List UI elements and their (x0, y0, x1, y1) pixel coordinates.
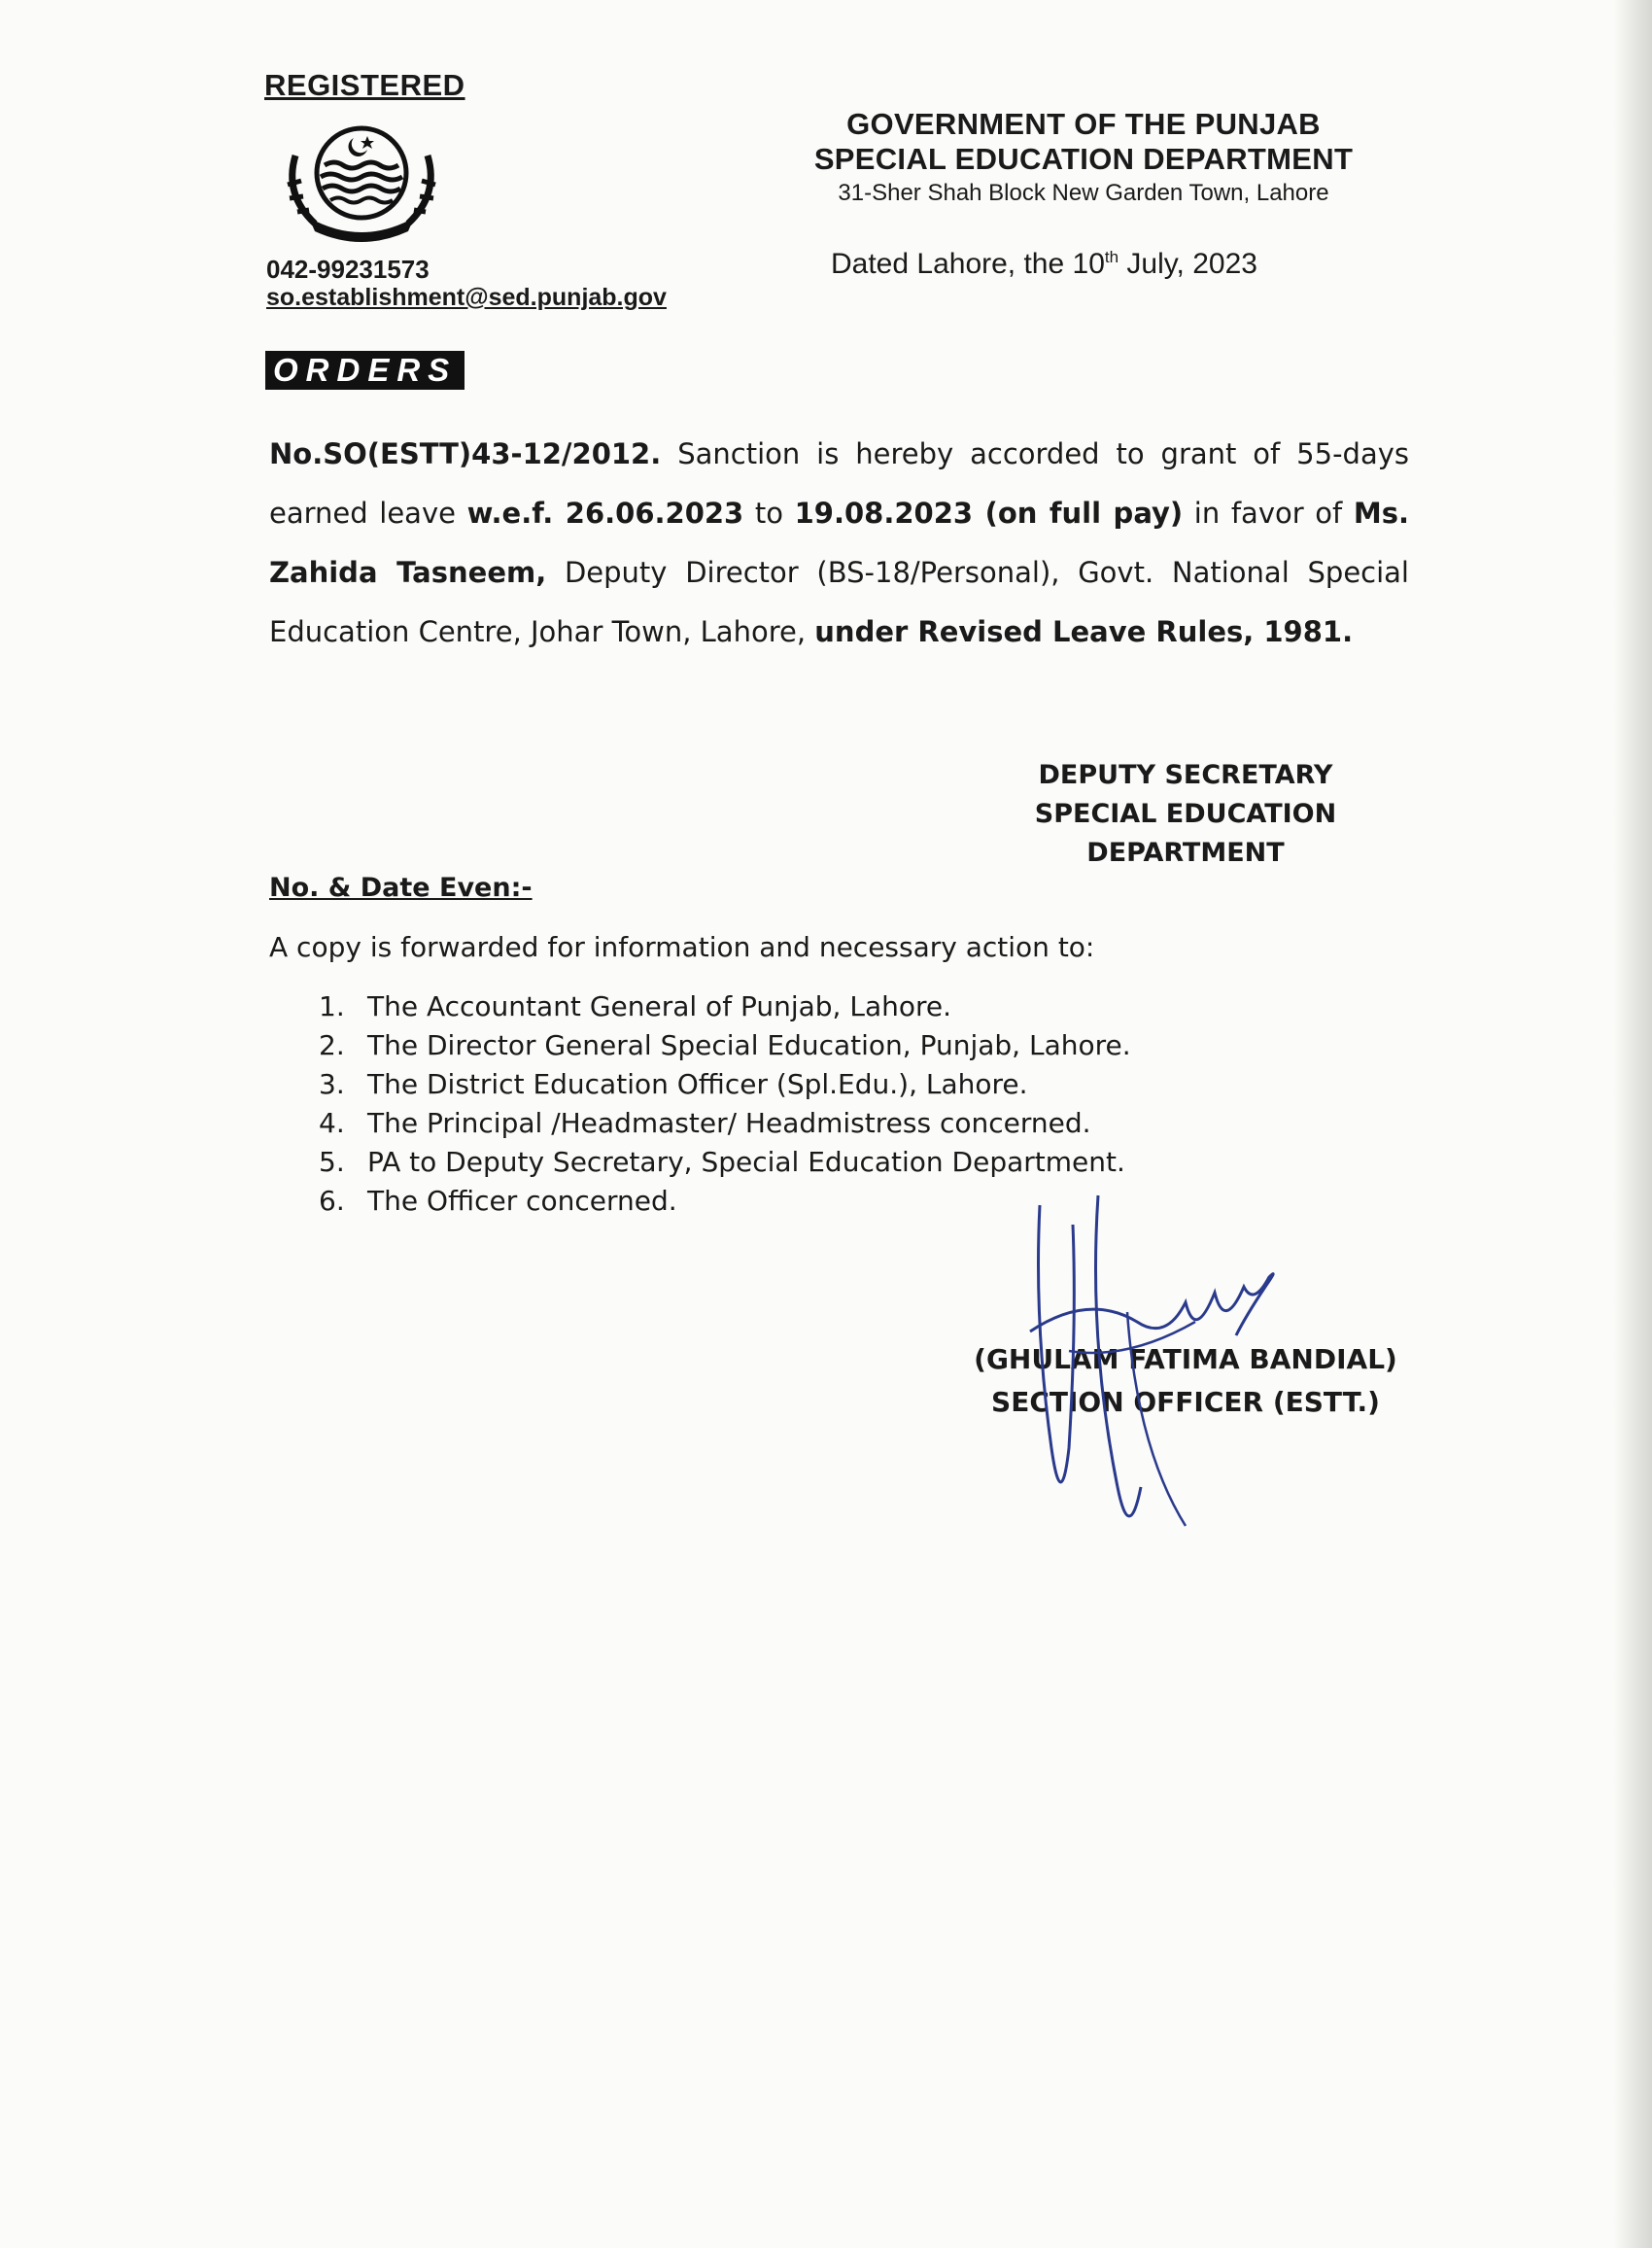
order-text-1: Sanction is hereby accorded to grant of 55-days earned leave (269, 437, 1409, 530)
order-text-2: to (743, 497, 795, 530)
list-number: 3. (319, 1068, 345, 1100)
page-edge-shadow (1613, 0, 1652, 2248)
signatory-name: (GHULAM FATIMA BANDIAL) (974, 1343, 1397, 1375)
signatory-title: SECTION OFFICER (ESTT.) (991, 1386, 1380, 1418)
order-to-date: 19.08.2023 (on full pay) (794, 497, 1184, 530)
order-text-3: in favor of (1183, 497, 1354, 530)
order-reference: No.SO(ESTT)43-12/2012. (269, 437, 662, 470)
copy-intro: A copy is forwarded for information and necessary action to: (269, 931, 1095, 963)
handwritten-signature (1011, 1186, 1322, 1536)
dated-prefix: Dated Lahore, the 10 (831, 248, 1105, 280)
government-heading: GOVERNMENT OF THE PUNJAB (846, 107, 1321, 141)
punjab-emblem-icon (274, 117, 449, 249)
list-text: The Director General Special Education, Punjab, Lahore. (367, 1029, 1131, 1061)
dated-line (831, 248, 1257, 281)
dated-superscript: th (1104, 248, 1119, 266)
list-text: The Officer concerned. (367, 1185, 677, 1217)
list-number: 1. (319, 990, 345, 1022)
order-paragraph (269, 425, 1409, 662)
list-item (319, 987, 1131, 1026)
list-item (319, 1104, 1131, 1143)
list-text: The Accountant General of Punjab, Lahore. (367, 990, 952, 1022)
list-text: PA to Deputy Secretary, Special Education Department. (367, 1146, 1125, 1178)
deputy-line-2: SPECIAL EDUCATION (1034, 799, 1337, 829)
deputy-line-3: DEPARTMENT (1086, 838, 1285, 868)
orders-banner: ORDERS (265, 351, 465, 390)
order-text-4: Deputy Director (BS-18/Personal), Govt. National Special Education Centre, Johar Town, Lahore, (269, 556, 1409, 648)
email-address: so.establishment@sed.punjab.gov (266, 284, 667, 311)
dated-suffix: July, 2023 (1119, 248, 1257, 280)
deputy-secretary-block (1001, 756, 1370, 873)
list-text: The District Education Officer (Spl.Edu.), Lahore. (367, 1068, 1028, 1100)
leave-rules: under Revised Leave Rules, 1981. (814, 615, 1354, 648)
list-item (319, 1065, 1131, 1104)
list-number: 6. (319, 1185, 345, 1217)
department-heading: SPECIAL EDUCATION DEPARTMENT (813, 142, 1354, 176)
distribution-list (319, 987, 1131, 1221)
department-address: 31-Sher Shah Block New Garden Town, Lahore (838, 180, 1329, 206)
list-text: The Principal /Headmaster/ Headmistress concerned. (367, 1107, 1091, 1139)
registered-label: REGISTERED (264, 68, 465, 102)
copy-heading: No. & Date Even:- (269, 873, 533, 903)
list-item (319, 1143, 1131, 1182)
order-wef-date: w.e.f. 26.06.2023 (466, 497, 744, 530)
list-item (319, 1026, 1131, 1065)
list-number: 4. (319, 1107, 345, 1139)
officer-name: Ms. Zahida Tasneem, (269, 497, 1409, 589)
deputy-line-1: DEPUTY SECRETARY (1038, 760, 1333, 790)
list-number: 5. (319, 1146, 345, 1178)
phone-number: 042-99231573 (266, 255, 430, 284)
list-item (319, 1182, 1131, 1221)
list-number: 2. (319, 1029, 345, 1061)
